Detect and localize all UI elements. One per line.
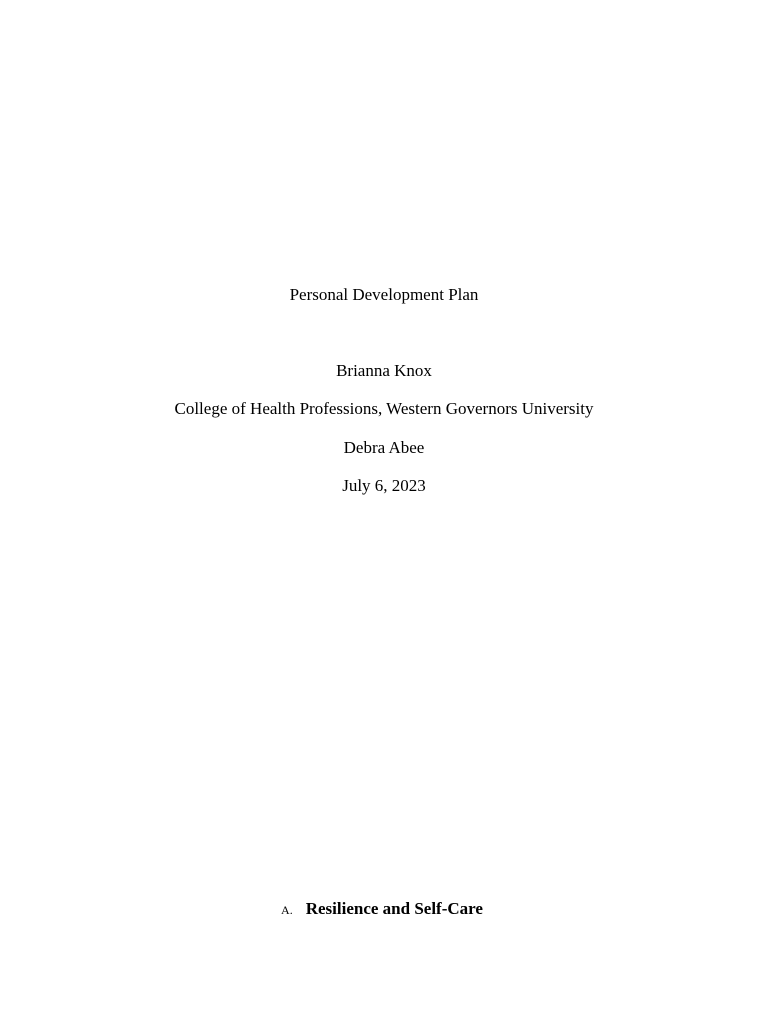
section-heading-text: Resilience and Self-Care <box>305 899 483 918</box>
section-marker: A. <box>281 903 293 917</box>
paper-title: Personal Development Plan <box>289 285 479 304</box>
submission-date: July 6, 2023 <box>342 476 426 495</box>
institution-affiliation: College of Health Professions, Western Governors University <box>174 399 594 418</box>
section-heading <box>0 898 768 921</box>
instructor-name: Debra Abee <box>343 438 425 457</box>
author-name: Brianna Knox <box>336 361 432 380</box>
